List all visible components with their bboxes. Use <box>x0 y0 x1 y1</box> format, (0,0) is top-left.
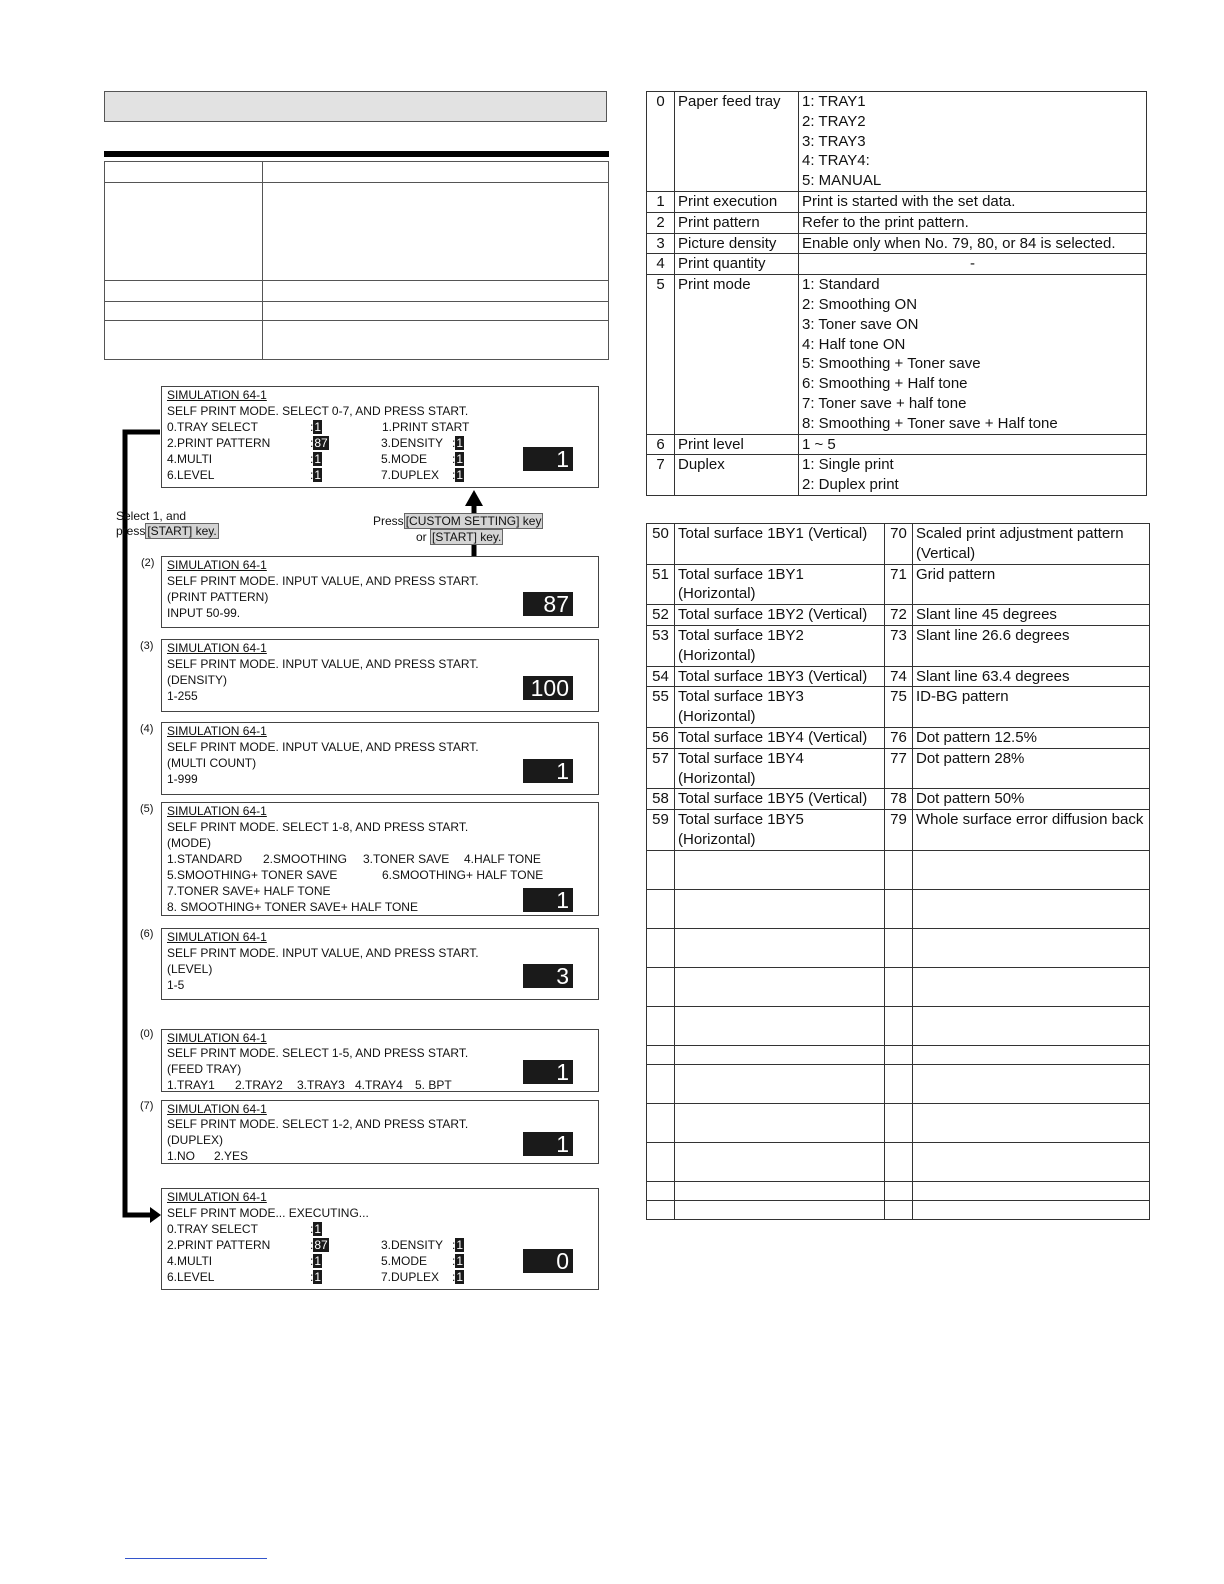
empty-cell <box>647 967 675 1006</box>
setting-number: 3 <box>647 233 675 254</box>
settings-row <box>647 434 1147 455</box>
settings-row <box>647 92 1147 192</box>
setting-desc-line: Enable only when No. 79, 80, or 84 is selected. <box>802 234 1116 252</box>
setting-desc-line: 3: Toner save ON <box>802 315 919 333</box>
empty-cell <box>675 967 885 1006</box>
lcd-display: 1 <box>523 1132 573 1156</box>
screen-title: SIMULATION 64-1 <box>167 1190 267 1204</box>
pattern-row-empty <box>647 1142 1150 1181</box>
settings-table <box>646 91 1147 496</box>
pattern-row <box>647 666 1150 687</box>
menu-tray-select: 0.TRAY SELECT <box>167 1222 258 1236</box>
pattern-description: Dot pattern 12.5% <box>913 727 1150 748</box>
settings-row <box>647 455 1147 496</box>
empty-cell <box>913 1181 1150 1200</box>
sep: : <box>310 436 314 450</box>
pattern-row-empty <box>647 1045 1150 1064</box>
setting-number: 5 <box>647 275 675 434</box>
empty-cell <box>913 889 1150 928</box>
value-duplex: 1 <box>456 1270 464 1284</box>
empty-cell <box>913 967 1150 1006</box>
pattern-number: 50 <box>647 524 675 565</box>
screen-message: SELF PRINT MODE. INPUT VALUE, AND PRESS START. <box>167 946 479 960</box>
screen-item: (MULTI COUNT) <box>167 756 257 770</box>
empty-cell <box>885 1103 913 1142</box>
setting-desc-line: 1: Standard <box>802 276 880 294</box>
setting-desc-line: 1: Single print <box>802 456 894 474</box>
tray-option: 2.TRAY2 <box>235 1078 283 1092</box>
setting-number: 6 <box>647 434 675 455</box>
lcd-display: 1 <box>523 759 573 783</box>
empty-cell <box>913 850 1150 889</box>
mode-option: 5.SMOOTHING+ TONER SAVE <box>167 868 338 882</box>
setting-item: Print level <box>675 434 799 455</box>
pattern-row <box>647 605 1150 626</box>
pattern-description: Total surface 1BY4 (Horizontal) <box>675 748 885 789</box>
pattern-number: 74 <box>885 666 913 687</box>
setting-desc-line: 4: Half tone ON <box>802 335 906 353</box>
setting-desc-line: 1 ~ 5 <box>802 435 836 453</box>
step-number: (5) <box>140 803 154 815</box>
tray-option: 5. BPT <box>415 1078 452 1092</box>
empty-cell <box>647 1045 675 1064</box>
screen-item: (DUPLEX) <box>167 1133 224 1147</box>
setting-description <box>799 455 1147 496</box>
sep: : <box>310 1222 314 1236</box>
mode-option: 2.SMOOTHING <box>263 852 348 866</box>
setting-desc-line: 7: Toner save + half tone <box>802 394 967 412</box>
empty-cell <box>913 1064 1150 1103</box>
start-key-2: [START] key. <box>432 530 502 544</box>
menu-print-pattern: 2.PRINT PATTERN <box>167 1238 271 1252</box>
pattern-row <box>647 625 1150 666</box>
pattern-description: Total surface 1BY5 (Horizontal) <box>675 810 885 851</box>
empty-cell <box>675 850 885 889</box>
step-number: (4) <box>140 723 154 735</box>
empty-cell <box>913 1142 1150 1181</box>
pattern-row <box>647 564 1150 605</box>
empty-cell <box>885 1142 913 1181</box>
start-key: [START] key. <box>147 524 217 538</box>
settings-row <box>647 212 1147 233</box>
pattern-row-empty <box>647 1181 1150 1200</box>
value-multi: 1 <box>314 1254 322 1268</box>
mode-option: 1.STANDARD <box>167 852 243 866</box>
screen-mode <box>161 802 599 916</box>
setting-number: 7 <box>647 455 675 496</box>
value-duplex: 1 <box>456 468 464 482</box>
empty-cell <box>885 1064 913 1103</box>
pattern-row <box>647 687 1150 728</box>
arrow-path-left <box>125 432 160 1215</box>
empty-cell <box>675 889 885 928</box>
setting-description <box>799 434 1147 455</box>
setting-description <box>799 92 1147 192</box>
arrow-head-up <box>465 490 483 506</box>
pattern-row <box>647 727 1150 748</box>
pattern-number: 79 <box>885 810 913 851</box>
sep: : <box>310 1238 314 1252</box>
pattern-description: Total surface 1BY2 (Horizontal) <box>675 625 885 666</box>
menu-multi: 4.MULTI <box>167 452 213 466</box>
screen-range: INPUT 50-99. <box>167 606 241 620</box>
setting-desc-line: 5: MANUAL <box>802 172 882 190</box>
screen-message: SELF PRINT MODE. SELECT 0-7, AND PRESS START. <box>167 404 469 418</box>
screen-item: (LEVEL) <box>167 962 213 976</box>
empty-cell <box>675 1045 885 1064</box>
empty-cell <box>647 1142 675 1181</box>
empty-cell <box>675 1006 885 1045</box>
screen-title: SIMULATION 64-1 <box>167 388 267 402</box>
sep: : <box>310 1270 314 1284</box>
setting-item: Print mode <box>675 275 799 434</box>
pattern-number: 59 <box>647 810 675 851</box>
empty-cell <box>913 1103 1150 1142</box>
pattern-description: Slant line 63.4 degrees <box>913 666 1150 687</box>
setting-desc-line: 3: TRAY3 <box>802 132 866 150</box>
pattern-number: 76 <box>885 727 913 748</box>
screen-message: SELF PRINT MODE. INPUT VALUE, AND PRESS START. <box>167 740 479 754</box>
pattern-row-empty <box>647 1200 1150 1219</box>
empty-cell <box>675 1200 885 1219</box>
press-text: press <box>116 524 146 538</box>
menu-print-start: 1.PRINT START <box>382 420 470 434</box>
pattern-row-empty <box>647 1006 1150 1045</box>
value-density: 1 <box>456 1238 464 1252</box>
tray-option: 1.TRAY1 <box>167 1078 215 1092</box>
step-number: (2) <box>141 557 155 569</box>
screen-item: (MODE) <box>167 836 211 850</box>
setting-desc-line: 6: Smoothing + Half tone <box>802 375 968 393</box>
empty-cell <box>913 1200 1150 1219</box>
pattern-number: 53 <box>647 625 675 666</box>
mode-option: 7.TONER SAVE+ HALF TONE <box>167 884 331 898</box>
pattern-description: Total surface 1BY3 (Horizontal) <box>675 687 885 728</box>
value-multi: 1 <box>314 452 322 466</box>
value-mode: 1 <box>456 1254 464 1268</box>
lcd-display: 0 <box>523 1249 573 1273</box>
lcd-display: 3 <box>523 964 573 988</box>
empty-cell <box>647 1181 675 1200</box>
setting-desc-line: 5: Smoothing + Toner save <box>802 355 981 373</box>
setting-desc-line: 1: TRAY1 <box>802 93 866 110</box>
empty-cell <box>913 1006 1150 1045</box>
pattern-description: Total surface 1BY1 (Horizontal) <box>675 564 885 605</box>
setting-number: 1 <box>647 191 675 212</box>
screen-title: SIMULATION 64-1 <box>167 724 267 738</box>
pattern-description: Slant line 45 degrees <box>913 605 1150 626</box>
or-text: or <box>416 530 427 544</box>
screen-title: SIMULATION 64-1 <box>167 930 267 944</box>
menu-level: 6.LEVEL <box>167 468 215 482</box>
step-number: (0) <box>140 1028 154 1040</box>
setting-desc-line: 8: Smoothing + Toner save + Half tone <box>802 414 1058 432</box>
sep: : <box>452 436 456 450</box>
tray-option: 4.TRAY4 <box>355 1078 403 1092</box>
screen-item: (FEED TRAY) <box>167 1062 242 1076</box>
screen-title: SIMULATION 64-1 <box>167 804 267 818</box>
value-pattern: 87 <box>314 436 328 450</box>
setting-desc-line: 2: TRAY2 <box>802 112 866 130</box>
value-density: 1 <box>456 436 464 450</box>
menu-tray-select: 0.TRAY SELECT <box>167 420 258 434</box>
settings-row <box>647 233 1147 254</box>
pattern-number: 57 <box>647 748 675 789</box>
screen-range: 1-5 <box>167 978 185 992</box>
pattern-description: Grid pattern <box>913 564 1150 605</box>
screen-title: SIMULATION 64-1 <box>167 1102 267 1116</box>
empty-cell <box>647 850 675 889</box>
screen-message: SELF PRINT MODE. INPUT VALUE, AND PRESS START. <box>167 657 479 671</box>
menu-mode: 5.MODE <box>381 1254 428 1268</box>
screen-message: SELF PRINT MODE. SELECT 1-8, AND PRESS START. <box>167 820 469 834</box>
pattern-row-empty <box>647 1103 1150 1142</box>
pattern-description: Scaled print adjustment pattern (Vertical) <box>913 524 1150 565</box>
screen-message: SELF PRINT MODE. SELECT 1-2, AND PRESS START. <box>167 1117 469 1131</box>
empty-cell <box>885 1181 913 1200</box>
setting-description <box>799 191 1147 212</box>
settings-row <box>647 275 1147 434</box>
pattern-number: 71 <box>885 564 913 605</box>
pattern-row <box>647 789 1150 810</box>
duplex-option: 2.YES <box>214 1149 249 1163</box>
step-number: (7) <box>140 1100 154 1112</box>
lcd-display: 1 <box>523 888 573 912</box>
duplex-option: 1.NO <box>167 1149 196 1163</box>
empty-cell <box>647 1200 675 1219</box>
empty-cell <box>647 1064 675 1103</box>
step-number: (3) <box>140 640 154 652</box>
screen-print-pattern <box>161 556 599 628</box>
pattern-number: 52 <box>647 605 675 626</box>
pattern-description: Dot pattern 50% <box>913 789 1150 810</box>
screen-title: SIMULATION 64-1 <box>167 1031 267 1045</box>
setting-desc-line: Print is started with the set data. <box>802 192 1016 210</box>
setting-item: Picture density <box>675 233 799 254</box>
empty-cell <box>675 1064 885 1103</box>
pattern-description: Total surface 1BY5 (Vertical) <box>675 789 885 810</box>
screen-item: (DENSITY) <box>167 673 227 687</box>
screen-main-menu <box>161 386 599 488</box>
footer-line <box>125 1558 267 1559</box>
value-mode: 1 <box>456 452 464 466</box>
empty-cell <box>647 1006 675 1045</box>
screen-density <box>161 639 599 712</box>
screen-message: SELF PRINT MODE. INPUT VALUE, AND PRESS START. <box>167 574 479 588</box>
step-number: (6) <box>140 928 154 940</box>
pattern-number: 56 <box>647 727 675 748</box>
setting-desc-line: 2: Duplex print <box>802 476 899 494</box>
setting-description <box>799 233 1147 254</box>
setting-number: 0 <box>647 92 675 192</box>
empty-cell <box>885 1006 913 1045</box>
select-text: Select 1, and <box>116 509 187 523</box>
empty-cell <box>675 1103 885 1142</box>
setting-desc-line: - <box>970 255 975 273</box>
setting-desc-line: Refer to the print pattern. <box>802 213 969 231</box>
pattern-description: Dot pattern 28% <box>913 748 1150 789</box>
pattern-row <box>647 748 1150 789</box>
pattern-number: 70 <box>885 524 913 565</box>
empty-cell <box>885 967 913 1006</box>
empty-cell <box>885 1200 913 1219</box>
screen-feed-tray <box>161 1029 599 1092</box>
pattern-description: Slant line 26.6 degrees <box>913 625 1150 666</box>
empty-cell <box>647 928 675 967</box>
empty-cell <box>675 928 885 967</box>
pattern-description: Whole surface error diffusion back <box>913 810 1150 851</box>
setting-item: Print pattern <box>675 212 799 233</box>
pattern-number: 75 <box>885 687 913 728</box>
pattern-row-empty <box>647 1064 1150 1103</box>
setting-item: Print quantity <box>675 254 799 275</box>
value-level: 1 <box>314 1270 322 1284</box>
pattern-description: ID-BG pattern <box>913 687 1150 728</box>
mode-option: 4.HALF TONE <box>464 852 541 866</box>
sep: : <box>452 1270 456 1284</box>
setting-number: 4 <box>647 254 675 275</box>
pattern-row <box>647 524 1150 565</box>
sep: : <box>310 420 314 434</box>
value-tray: 1 <box>314 1222 322 1236</box>
empty-cell <box>647 1103 675 1142</box>
press-start-label <box>116 524 219 538</box>
empty-cell <box>885 928 913 967</box>
pattern-description: Total surface 1BY3 (Vertical) <box>675 666 885 687</box>
screen-range: 1-255 <box>167 689 198 703</box>
setting-item: Paper feed tray <box>675 92 799 192</box>
mode-option: 6.SMOOTHING+ HALF TONE <box>382 868 544 882</box>
pattern-number: 55 <box>647 687 675 728</box>
pattern-description: Total surface 1BY2 (Vertical) <box>675 605 885 626</box>
screen-executing <box>161 1188 599 1290</box>
press-text2: Press <box>373 514 404 528</box>
empty-cell <box>675 1181 885 1200</box>
settings-row <box>647 191 1147 212</box>
pattern-table <box>646 523 1150 1220</box>
empty-cell <box>885 889 913 928</box>
setting-item: Duplex <box>675 455 799 496</box>
pattern-description: Total surface 1BY4 (Vertical) <box>675 727 885 748</box>
setting-description <box>799 275 1147 434</box>
tray-option: 3.TRAY3 <box>297 1078 345 1092</box>
value-level: 1 <box>314 468 322 482</box>
mode-option: 3.TONER SAVE <box>363 852 450 866</box>
pattern-row-empty <box>647 928 1150 967</box>
menu-level: 6.LEVEL <box>167 1270 215 1284</box>
arrow-head-right <box>150 1207 161 1223</box>
pattern-number: 73 <box>885 625 913 666</box>
lcd-display: 100 <box>523 676 573 700</box>
pattern-number: 51 <box>647 564 675 605</box>
menu-duplex: 7.DUPLEX <box>381 1270 440 1284</box>
empty-cell <box>913 928 1150 967</box>
screen-item: (PRINT PATTERN) <box>167 590 269 604</box>
value-tray: 1 <box>314 420 322 434</box>
empty-cell <box>885 1045 913 1064</box>
sep: : <box>452 452 456 466</box>
screen-level <box>161 928 599 1000</box>
screen-duplex <box>161 1100 599 1164</box>
sep: : <box>452 1238 456 1252</box>
sep: : <box>310 1254 314 1268</box>
pattern-row-empty <box>647 850 1150 889</box>
screen-range: 1-999 <box>167 772 198 786</box>
setting-desc-line: 4: TRAY4: <box>802 152 870 170</box>
screen-multi-count <box>161 722 599 795</box>
value-pattern: 87 <box>314 1238 328 1252</box>
sep: : <box>310 468 314 482</box>
lcd-display: 1 <box>523 1060 573 1084</box>
pattern-number: 54 <box>647 666 675 687</box>
pattern-number: 58 <box>647 789 675 810</box>
lcd-display: 1 <box>523 447 573 471</box>
pattern-number: 72 <box>885 605 913 626</box>
custom-setting-key: [CUSTOM SETTING] key <box>405 514 542 528</box>
sep: : <box>310 452 314 466</box>
pattern-number: 77 <box>885 748 913 789</box>
menu-density: 3.DENSITY <box>381 1238 444 1252</box>
screen-message: SELF PRINT MODE... EXECUTING... <box>167 1206 369 1220</box>
menu-multi: 4.MULTI <box>167 1254 213 1268</box>
screen-title: SIMULATION 64-1 <box>167 641 267 655</box>
pattern-row-empty <box>647 889 1150 928</box>
empty-cell <box>885 850 913 889</box>
menu-print-pattern: 2.PRINT PATTERN <box>167 436 271 450</box>
pattern-row <box>647 810 1150 851</box>
setting-description <box>799 212 1147 233</box>
settings-row <box>647 254 1147 275</box>
sep: : <box>452 468 456 482</box>
or-start-label <box>416 530 503 544</box>
pattern-row-empty <box>647 967 1150 1006</box>
empty-cell <box>647 889 675 928</box>
mode-option: 8. SMOOTHING+ TONER SAVE+ HALF TONE <box>167 900 418 914</box>
select-label <box>116 509 186 523</box>
setting-description <box>799 254 1147 275</box>
screen-message: SELF PRINT MODE. SELECT 1-5, AND PRESS START. <box>167 1046 469 1060</box>
custom-setting-label <box>373 514 543 528</box>
screen-title: SIMULATION 64-1 <box>167 558 267 572</box>
menu-density: 3.DENSITY <box>381 436 444 450</box>
empty-cell <box>675 1142 885 1181</box>
menu-duplex: 7.DUPLEX <box>381 468 440 482</box>
lcd-display: 87 <box>523 592 573 616</box>
setting-number: 2 <box>647 212 675 233</box>
setting-desc-line: 2: Smoothing ON <box>802 295 918 313</box>
menu-mode: 5.MODE <box>381 452 428 466</box>
sep: : <box>452 1254 456 1268</box>
pattern-description: Total surface 1BY1 (Vertical) <box>675 524 885 565</box>
setting-item: Print execution <box>675 191 799 212</box>
pattern-number: 78 <box>885 789 913 810</box>
empty-cell <box>913 1045 1150 1064</box>
